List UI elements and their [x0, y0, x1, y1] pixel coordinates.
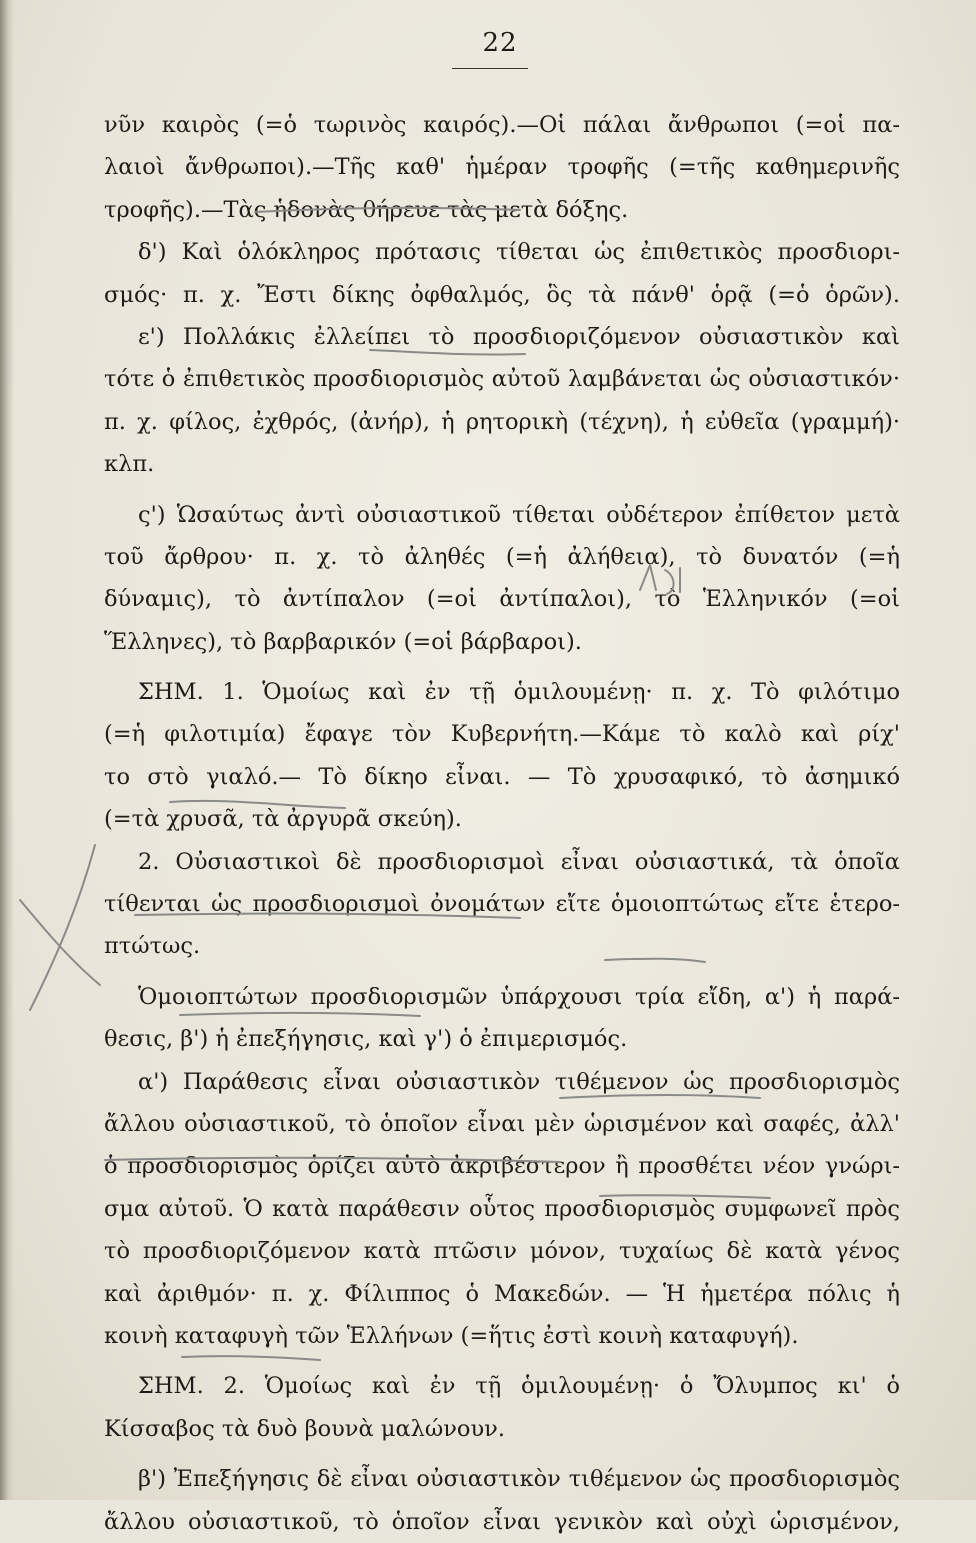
text-line-12: δύναμις), τὸ ἀντίπαλον (=οἱ ἀντίπαλοι), τὸ Ἑλληνικόν (=οἱ — [104, 586, 900, 613]
pencil-cross-mark — [30, 845, 95, 1010]
text-line-20: πτώτως. — [104, 933, 201, 960]
text-line-15: (=ἡ φιλοτιμία) ἔφαγε τὸν Κυβερνήτη.—Κάμε τὸ καλὸ καὶ ρίχ' — [104, 721, 900, 748]
text-line-17: (=τὰ χρυσᾶ, τὰ ἀργυρᾶ σκεύη). — [104, 806, 462, 833]
binding-shadow — [0, 0, 14, 1500]
pencil-cross-mark-stroke — [20, 900, 100, 985]
text-line-5: σμός· π. χ. Ἔστι δίκης ὀφθαλμός, ὃς τὰ πάνθ' ὁρᾷ (=ὁ ὁρῶν). — [104, 281, 900, 308]
text-line-23: α') Παράθεσις εἶναι οὐσιαστικὸν τιθέμενον ὡς προσδιορισμὸς — [138, 1068, 900, 1095]
body-text — [104, 104, 900, 1543]
text-line-24: ἄλλου οὐσιαστικοῦ, τὸ ὁποῖον εἶναι μὲν ὡρισμένον καὶ σαφές, ἀλλ' — [104, 1110, 900, 1137]
page-number: 22 — [482, 28, 518, 58]
text-line-2: λαιοὶ ἄνθρωποι).—Τῆς καθ' ἡμέραν τροφῆς (=τῆς καθημερινῆς — [104, 154, 900, 181]
text-line-30: ΣΗΜ. 2. Ὁμοίως καὶ ἐν τῇ ὁμιλουμένῃ· ὁ Ὄλυμπος κι' ὁ — [138, 1373, 900, 1400]
page-number-rule — [452, 68, 528, 69]
text-line-21: Ὁμοιοπτώτων προσδιορισμῶν ὑπάρχουσι τρία εἴδη, α') ἡ παρά- — [138, 983, 900, 1010]
text-line-18: 2. Οὐσιαστικοὶ δὲ προσδιορισμοὶ εἶναι οὐσιαστικά, τὰ ὁποῖα — [138, 848, 900, 875]
text-line-31: Κίσσαβος τὰ δυὸ βουνὰ μαλώνουν. — [104, 1415, 505, 1442]
text-line-11: τοῦ ἄρθρου· π. χ. τὸ ἀληθές (=ἡ ἀλήθεια), τὸ δυνατόν (=ἡ — [104, 543, 900, 570]
text-line-28: καὶ ἀριθμόν· π. χ. Φίλιππος ὁ Μακεδών. — Ἡ ἡμετέρα πόλις ἡ — [104, 1280, 900, 1307]
text-line-26: σμα αὐτοῦ. Ὁ κατὰ παράθεσιν οὗτος προσδιορισμὸς συμφωνεῖ πρὸς — [104, 1195, 900, 1222]
text-line-9: κλπ. — [104, 451, 155, 478]
text-line-7: τότε ὁ ἐπιθετικὸς προσδιορισμὸς αὐτοῦ λαμβάνεται ὡς οὐσιαστικόν· — [104, 366, 900, 393]
text-line-8: π. χ. φίλος, ἐχθρός, (ἀνήρ), ἡ ρητορικὴ (τέχνη), ἡ εὐθεῖα (γραμμή)· — [104, 408, 900, 435]
text-line-32: β') Ἐπεξήγησις δὲ εἶναι οὐσιαστικὸν τιθέμενον ὡς προσδιορισμὸς — [138, 1466, 900, 1493]
text-line-33: ἄλλου οὐσιαστικοῦ, τὸ ὁποῖον εἶναι γενικὸν καὶ οὐχὶ ὡρισμένον, — [104, 1508, 900, 1535]
text-line-25: ὁ προσδιορισμὸς ὁρίζει αὐτὸ ἀκριβέστερον ἢ προσθέτει νέον γνώρι- — [104, 1153, 900, 1180]
text-line-27: τὸ προσδιοριζόμενον κατὰ πτῶσιν μόνον, τυχαίως δὲ κατὰ γένος — [104, 1238, 900, 1265]
text-line-3: τροφῆς).—Τὰς ἡδονὰς θήρευε τὰς μετὰ δόξης. — [104, 196, 629, 223]
text-line-13: Ἕλληνες), τὸ βαρβαρικόν (=οἱ βάρβαροι). — [104, 628, 582, 655]
text-line-4: δ') Καὶ ὁλόκληρος πρότασις τίθεται ὡς ἐπιθετικὸς προσδιορι- — [138, 239, 900, 266]
text-line-16: το στὸ γιαλό.— Τὸ δίκηο εἶναι. — Τὸ χρυσαφικό, τὸ ἀσημικό — [104, 763, 900, 790]
text-line-6: ε') Πολλάκις ἐλλείπει τὸ προσδιοριζόμενον οὐσιαστικὸν καὶ — [138, 323, 900, 350]
text-line-1: νῦν καιρὸς (=ὁ τωρινὸς καιρός).—Οἱ πάλαι ἄνθρωποι (=οἱ πα- — [104, 112, 900, 138]
text-line-19: τίθενται ὡς προσδιορισμοὶ ὀνομάτων εἴτε ὁμοιοπτώτως εἴτε ἑτερο- — [104, 891, 900, 918]
text-line-22: θεσις, β') ἡ ἐπεξήγησις, καὶ γ') ὁ ἐπιμερισμός. — [104, 1026, 628, 1053]
text-line-29: κοινὴ καταφυγὴ τῶν Ἑλλήνων (=ἥτις ἐστὶ κοινὴ καταφυγή). — [104, 1322, 799, 1349]
text-line-14: ΣΗΜ. 1. Ὁμοίως καὶ ἐν τῇ ὁμιλουμένῃ· π. χ. Τὸ φιλότιμο — [138, 679, 900, 706]
text-line-10: ς') Ὡσαύτως ἀντὶ οὐσιαστικοῦ τίθεται οὐδέτερον ἐπίθετον μετὰ — [138, 501, 900, 528]
